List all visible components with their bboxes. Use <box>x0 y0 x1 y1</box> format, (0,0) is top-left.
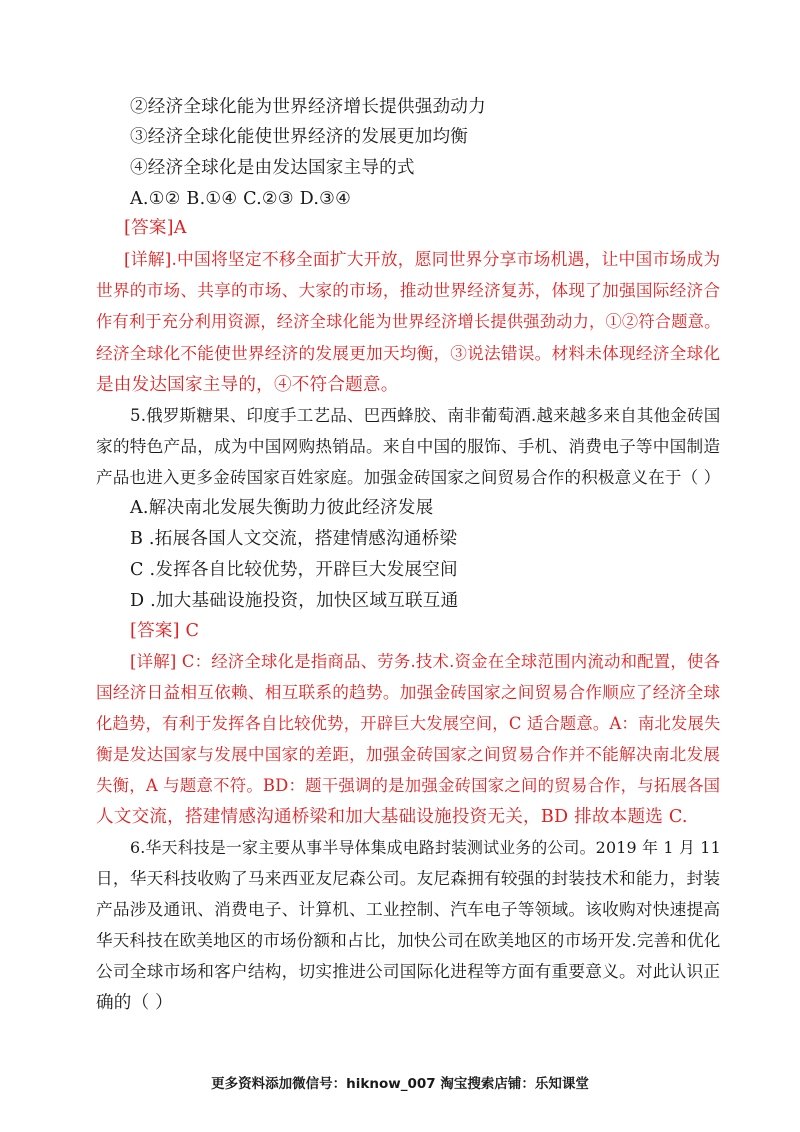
q6-stem-line: 6.华天科技是一家主要从事半导体集成电路封装测试业务的公司。2019 年 1 月 11 <box>130 838 721 857</box>
q5-explanation-line: 衡是发达国家与发展中国家的差距，加强金砖国家之间贸易合作并不能解决南北发展 <box>96 745 721 764</box>
q6-stem-line: 公司全球市场和客户结构，切实推进公司国际化进程等方面有重要意义。对此认识正 <box>96 962 721 981</box>
q5-option-a: A.解决南北发展失衡助力彼此经济发展 <box>130 498 434 518</box>
q5-option-b: B .拓展各国人文交流，搭建情感沟通桥梁 <box>130 529 458 549</box>
page-footer: 更多资料添加微信号：hiknow_007 淘宝搜索店铺：乐知课堂 <box>211 1076 589 1092</box>
q4-explanation-line: [详解].中国将坚定不移全面扩大开放，愿同世界分享市场机遇，让中国市场成为 <box>124 249 721 269</box>
q5-answer: [答案] C <box>130 621 200 641</box>
q5-explanation-line: 人文交流，搭建情感沟通桥梁和加大基础设施投资无关，BD 排故本题选 C. <box>96 807 688 827</box>
q6-stem-line: 产品涉及通讯、消费电子、计算机、工业控制、汽车电子等领域。该收购对快速提高 <box>96 900 721 919</box>
q4-explanation-line: 世界的市场、共享的市场、大家的市场，推动世界经济复苏，体现了加强国际经济合 <box>96 281 721 300</box>
q5-explanation-line: [详解] C：经济全球化是指商品、劳务.技术.资金在全球范围内流动和配置，使各 <box>130 652 721 671</box>
q6-stem-line: 确的（ ） <box>96 993 173 1013</box>
q5-stem-line: 产品也进入更多金砖国家百姓家庭。加强金砖国家之间贸易合作的积极意义在于（ ） <box>96 468 721 487</box>
q4-option-4: ④经济全球化是由发达国家主导的式 <box>130 158 415 178</box>
q5-stem-line: 家的特色产品，成为中国网购热销品。来自中国的服饰、手机、消费电子等中国制造 <box>96 437 721 456</box>
q5-explanation-line: 失衡，A 与题意不符。BD：题干强调的是加强金砖国家之间的贸易合作，与拓展各国 <box>96 776 721 795</box>
q6-stem-line: 日，华天科技收购了马来西亚友尼森公司。友尼森拥有较强的封装技术和能力，封装 <box>96 869 721 888</box>
q5-option-c: C .发挥各自比较优势，开辟巨大发展空间 <box>130 560 458 580</box>
q5-explanation-line: 化趋势，有利于发挥各自比较优势，开辟巨大发展空间，C 适合题意。A：南北发展失 <box>96 714 721 733</box>
q4-explanation-line: 作有利于充分利用资源，经济全球化能为世界经济增长提供强劲动力，①②符合题意。 <box>96 312 721 331</box>
q5-explanation-line: 国经济日益相互依赖、相互联系的趋势。加强金砖国家之间贸易合作顺应了经济全球 <box>96 683 721 702</box>
q4-explanation-line: 经济全球化不能使世界经济的发展更加天均衡，③说法错误。材料未体现经济全球化 <box>96 344 721 363</box>
q5-stem-line: 5.俄罗斯糖果、印度手工艺品、巴西蜂胶、南非葡萄酒.越来越多来自其他金砖国 <box>130 406 721 425</box>
q4-option-3: ③经济全球化能使世界经济的发展更加均衡 <box>130 127 469 147</box>
q4-answer: [答案]A <box>124 218 187 238</box>
q4-explanation-line: 是由发达国家主导的，④不符合题意。 <box>96 375 399 395</box>
q6-stem-line: 华天科技在欧美地区的市场份额和占比，加快公司在欧美地区的市场开发.完善和优化 <box>96 931 721 950</box>
q4-choices: A.①② B.①④ C.②③ D.③④ <box>130 189 352 209</box>
q5-option-d: D .加大基础设施投资，加快区域互联互通 <box>130 591 459 611</box>
q4-option-2: ②经济全球化能为世界经济增长提供强劲动力 <box>130 97 486 117</box>
